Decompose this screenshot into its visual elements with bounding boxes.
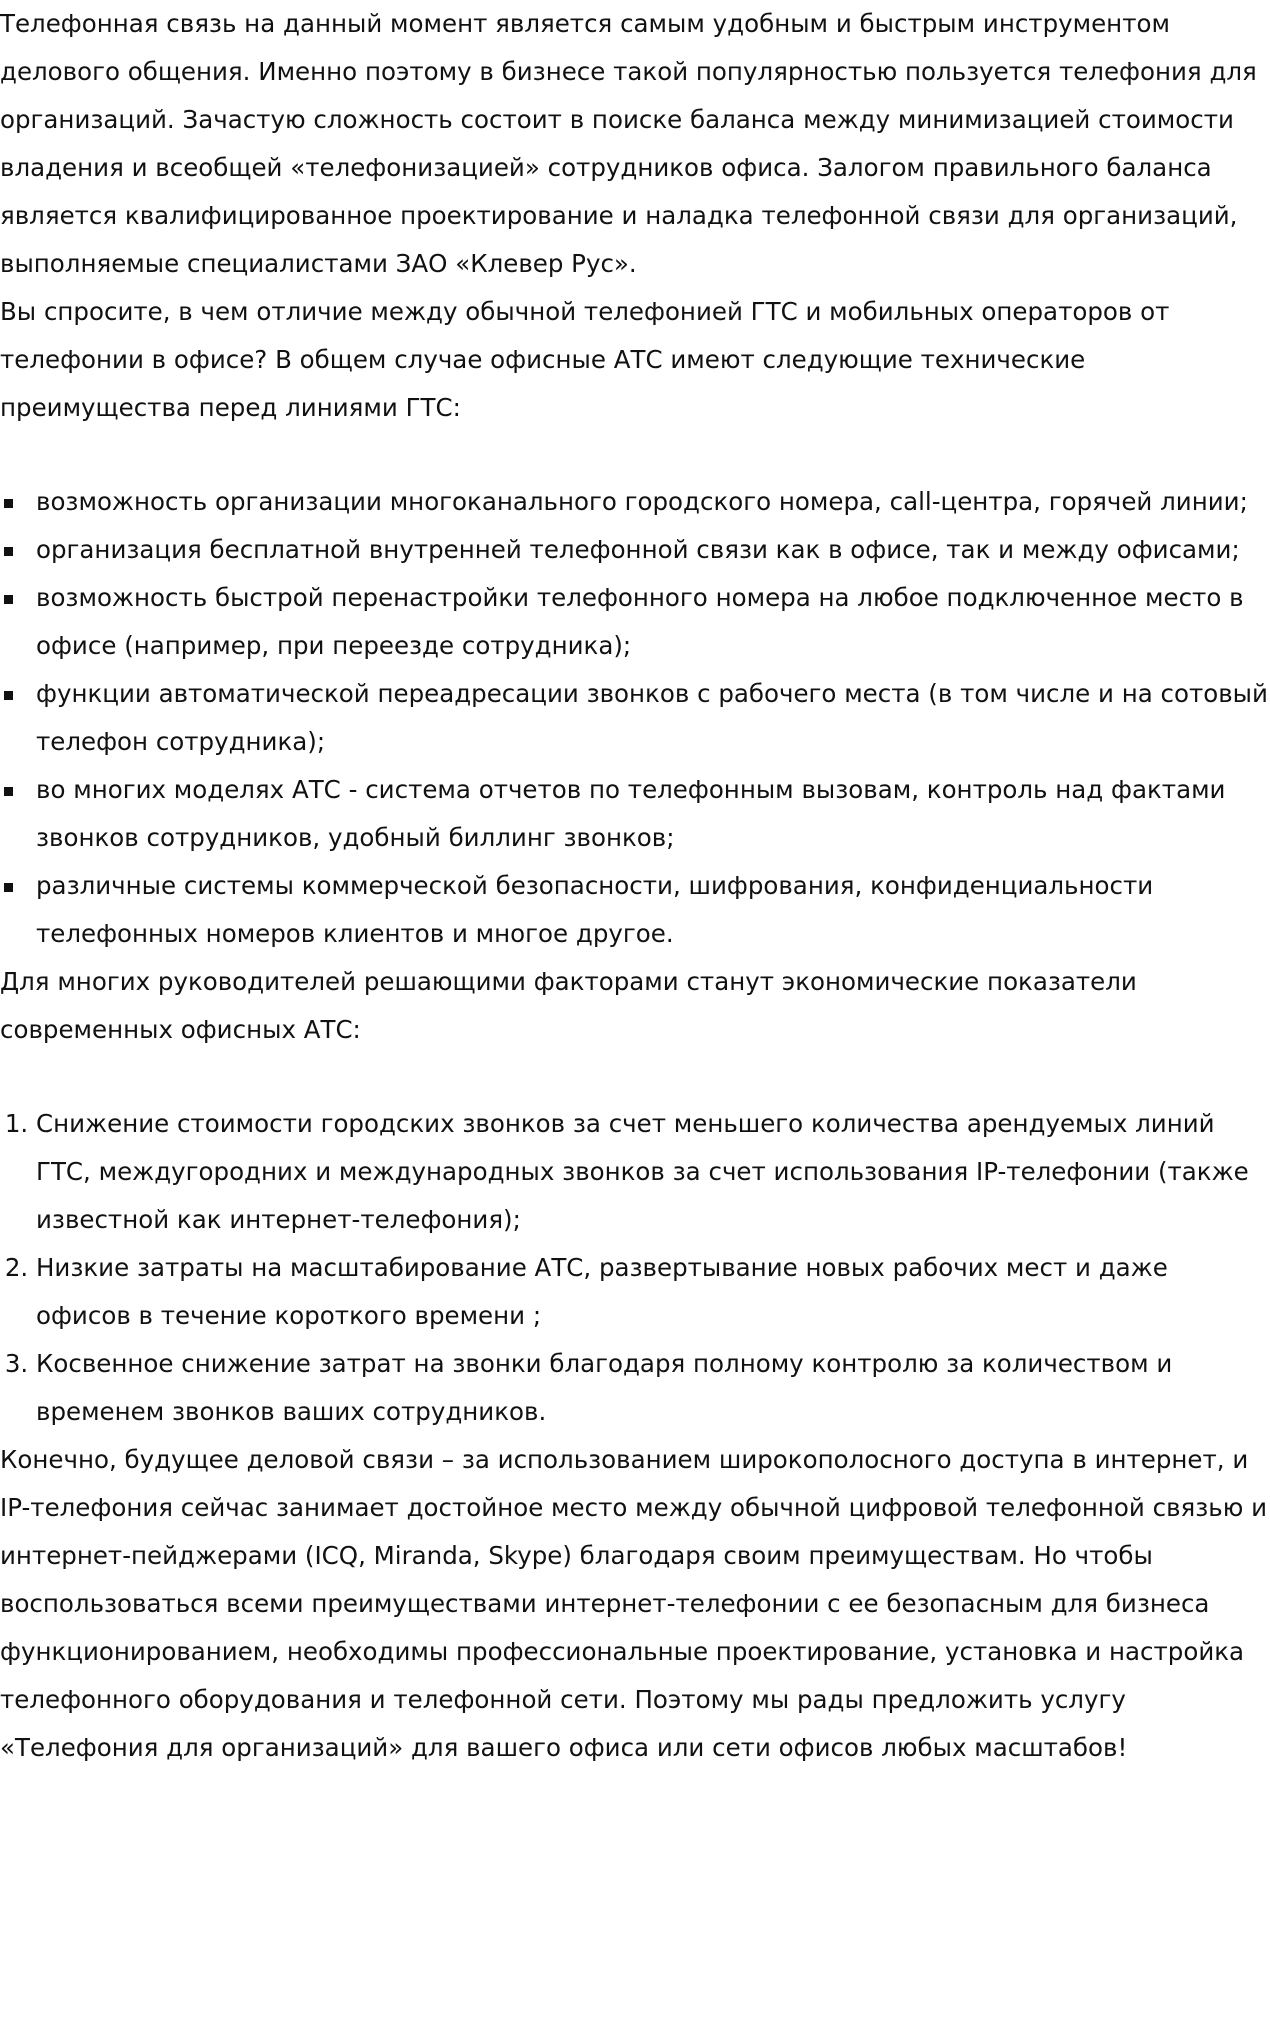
feature-item-multichannel: возможность организации многоканального городского номера, call-центра, горячей линии;	[36, 478, 1268, 526]
economics-item-scaling: 2. Низкие затраты на масштабирование АТС, развертывание новых рабочих мест и даже офисов в течение короткого времени ;	[36, 1244, 1268, 1340]
economics-list	[0, 1100, 1268, 1436]
feature-item-security: различные системы коммерческой безопасности, шифрования, конфиденциальности телефонных номеров клиентов и многое другое.	[36, 862, 1268, 958]
feature-item-reporting: во многих моделях АТС - система отчетов по телефонным вызовам, контроль над фактами звонков сотрудников, удобный биллинг звонков;	[36, 766, 1268, 862]
economics-item-control: 3. Косвенное снижение затрат на звонки благодаря полному контролю за количеством и временем звонков ваших сотрудников.	[36, 1340, 1268, 1436]
economics-item-call-costs: 1. Снижение стоимости городских звонков за счет меньшего количества арендуемых линий ГТС, междугородних и международных звонков за счет использования IP-телефонии (также известной как интернет-телефония);	[36, 1100, 1268, 1244]
feature-item-forwarding: функции автоматической переадресации звонков с рабочего места (в том числе и на сотовый телефон сотрудника);	[36, 670, 1268, 766]
feature-item-reconfiguration: возможность быстрой перенастройки телефонного номера на любое подключенное место в офисе (например, при переезде сотрудника);	[36, 574, 1268, 670]
intro-paragraph: Телефонная связь на данный момент является самым удобным и быстрым инструментом делового общения. Именно поэтому в бизнесе такой популярностью пользуется телефония для организаций. Зачастую сложность состоит в поиске баланса между минимизацией стоимости владения и всеобщей «телефонизацией» сотрудников офиса. Залогом правильного баланса является квалифицированное проектирование и наладка телефонной связи для организаций, выполняемые специалистами ЗАО «Клевер Рус».	[0, 9, 1257, 278]
feature-item-internal-calls: организация бесплатной внутренней телефонной связи как в офисе, так и между офисами;	[36, 526, 1268, 574]
economics-intro-paragraph: Для многих руководителей решающими факторами станут экономические показатели современных офисных АТС:	[0, 967, 1137, 1044]
conclusion-paragraph: Конечно, будущее деловой связи – за использованием широкополосного доступа в интернет, и IP-телефония сейчас занимает достойное место между обычной цифровой телефонной связью и интернет-пейджерами (ICQ, Miranda, Skype) благодаря своим преимуществам. Но чтобы воспользоваться всеми преимуществами интернет-телефонии с ее безопасным для бизнеса функционированием, необходимы профессиональные проектирование, установка и настройка телефонного оборудования и телефонной сети. Поэтому мы рады предложить услугу «Телефония для организаций» для вашего офиса или сети офисов любых масштабов!	[0, 1445, 1268, 1762]
question-paragraph: Вы спросите, в чем отличие между обычной телефонией ГТС и мобильных операторов от телефонии в офисе? В общем случае офисные АТС имеют следующие технические преимущества перед линиями ГТС:	[0, 297, 1170, 422]
features-list	[0, 478, 1268, 958]
